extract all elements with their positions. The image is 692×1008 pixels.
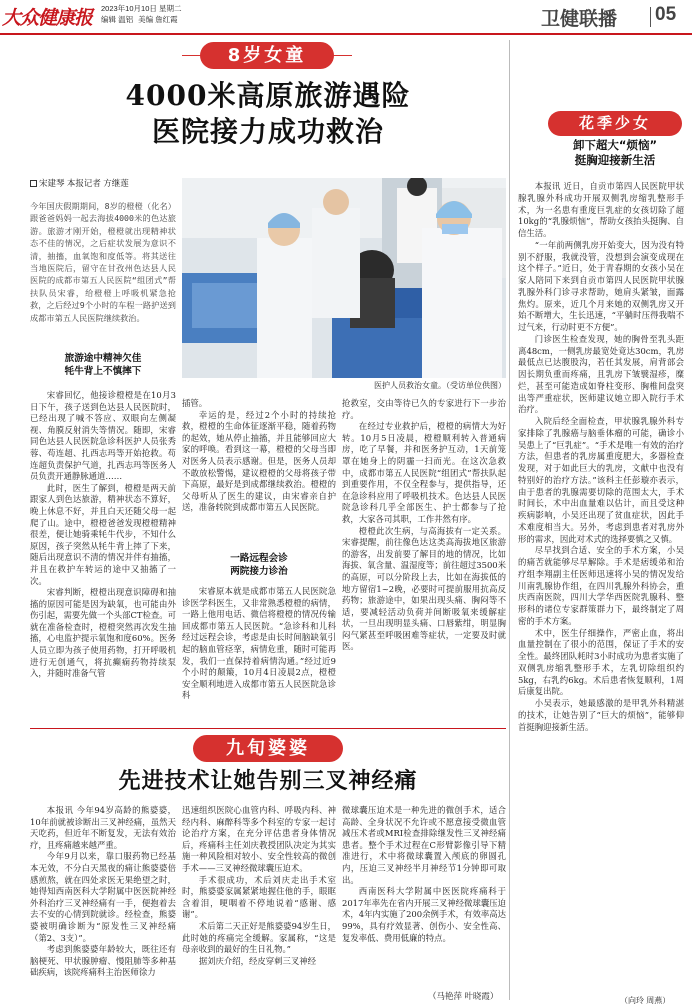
paragraph: 西南医科大学附属中医医院疼痛科于2017年率先在省内开展三叉神经微球囊压迫术，4年内实施了200余例手术，有效率高达99%，具有疗效显著、创伤小、安全性高、复发率低、费用低廉的特点。 [342, 886, 506, 943]
story1-lede: 今年国庆假期期间，8岁的橙橙（化名）跟爸爸妈妈一起去海拔4000米的色达旅游。旅游才刚开始，橙橙就出现精神状态不佳的情况，之后症状发展为意识不清，抽搐，血氧饱和度低等。将其送往当地医院后，留守在甘孜州色达县人民医院的成都市第五人民医院“组团式”帮扶队员宋睿，给橙橙上呼吸机紧急抢救，之后经过9个小时的车程一路护送到成都市第五人民医院继续救治。 [30, 201, 176, 323]
section-divider [30, 728, 506, 729]
paragraph: 术后第二天正好是熊婆婆94岁生日，此时她的疼痛完全缓解。家属称，“这是母亲收到的最好的生日礼物。” [182, 920, 336, 955]
paragraph: 幸运的是，经过2个小时的持续抢救，橙橙的生命体征逐渐平稳，随着药物的起效，她从停止抽搐，并且能够回应大家的呼唤。看到这一幕，橙橙的父母当即对医务人员表示感谢。但是，医务人员却不敢放松警惕，建议橙橙的父母将孩子带下高原，最好是到成都继续救治。橙橙的父母听从了医生的建议，由宋睿亲自护送，准备转院到成都市第五人民医院。 [182, 409, 336, 513]
story1-column-2a [182, 398, 336, 538]
paragraph: 今年9月以来，靠口服药物已经基本无效，不分白天黑夜的痛让熊婆婆倍感煎熬，就在四处求医无果绝望之时，她得知西南医科大学附属中医医院神经外科治疗三叉神经痛有一手，便抱着去去不安的心情到院就诊。经检查，熊婆婆被明确诊断为“原发性三叉神经痛（第2、3支）”。 [30, 851, 176, 943]
page-number: 05 [655, 4, 677, 25]
page-header [0, 0, 692, 34]
issue-date: 2023年10月10日 星期二 [101, 4, 182, 13]
paragraph: 微球囊压迫术是一种先进的微创手术，适合高龄、全身状况不允许或不愿意接受微血管减压术者或MRI检查排除继发性三叉神经痛患者。整个手术过程在C形臂影像引导下精准进行，术中将微球囊置入颅底的卵圆孔内，压迫三叉神经半月神经节1分钟即可取出。 [342, 805, 506, 885]
column-divider [509, 40, 510, 1000]
hospital-scene-image [182, 178, 506, 378]
headline-line: 挺胸迎接新生活 [574, 153, 656, 167]
subhead-line: 牦牛背上不慎摔下 [64, 366, 142, 377]
paragraph: 本报讯 今年94岁高龄的熊婆婆，10年前就被诊断出三叉神经痛，虽然天天吃药，但近年不断复发，无法有效治疗，且疼痛越来越严重。 [30, 805, 176, 850]
story2-headline: 先进技术让她告别三叉神经痛 [118, 768, 418, 794]
paragraph: 插管。 [182, 398, 208, 408]
story2-tag: 九旬婆婆 [193, 735, 343, 762]
paragraph: 据刘庆介绍，经皮穿刺三叉神经 [198, 955, 317, 966]
paragraph: 宋睿原本就是成都市第五人民医院急诊医学科医生，又非常熟悉橙橙的病情，一路上他用电话、微信将橙橙的情况传输回成都市第五人民医院。“急诊科和儿科经过远程会诊，考虑是由长时间脑缺氧引起的脑血管痉挛，病情危重，随时可能再发，我们一直保持着病情沟通。”经过近9个小时的颠簸，10月4日凌晨2点，橙橙安全顺利地进入成都市第五人民医院急诊科 [182, 586, 336, 701]
designer-credit: 美编 詹红霞 [138, 15, 178, 24]
photo-caption: 医护人员救治女童。（受访单位供图） [374, 381, 506, 390]
editor-credit: 编辑 温铝 [101, 15, 134, 24]
paragraph: 迅速组织医院心血管内科、呼吸内科、神经内科、麻醉科等多个科室的专家一起讨论治疗方案，在充分评估患者身体情况后，疼痛科主任刘庆教授团队决定为其实施一种风险相对较小、安全性较高的微创手术——三叉神经微球囊压迫术。 [182, 805, 336, 873]
story1-column-3 [342, 398, 506, 724]
story1-subhead-2 [182, 552, 336, 578]
paragraph: 本报讯 近日，自贡市第四人民医院甲状腺乳腺外科成功开展双侧乳房缩乳整形手术，为一名患有重度巨乳症的女孩切除了超10kg的“乳腺烦恼”，帮助女孩抬头挺胸、自信生活。 [518, 181, 684, 238]
header-divider [650, 7, 651, 27]
issue-meta [101, 3, 183, 25]
paragraph: 在经过专业救护后，橙橙的病情大为好转。10月5日凌晨，橙橙顺利转入普通病房，吃了早餐，并和医务护互动，1天前笼罩在她身上的阴霾一扫而光。在这次急救中，成都市第五人民医院“组团式”帮扶队起到重要作用，不仅全程参与，提供指导，还在急诊科应用了呼吸机技术。色达县人民医院急诊科几乎全部医生、护士都参与了抢救，大家各司其职，工作井然有序。 [342, 421, 506, 524]
paragraph: “一年前两侧乳房开始变大，因为没有特别不舒服，我就没管，没想到会演变成现在这个样子。”近日，处于青春期的女孩小吴在家人陪同下来到自贡市第四人民医院甲状腺乳腺外科门诊寻求帮助，她肩头紧皱，面露焦灼。原来，近几个月来她的双侧乳房又开始不断增大，生长迅速，“平躺时压得我喘不过气来，行动时更不方便”。 [518, 239, 684, 332]
paragraph: 小吴表示，她最感激的是甲乳外科精湛的技术，让她告别了“巨大的烦恼”，能够仰首挺胸迎接新生活。 [518, 698, 684, 732]
square-icon [30, 180, 37, 187]
story2-column-1 [30, 805, 176, 1005]
story1-column-2b [182, 586, 336, 724]
newspaper-logo: 大众健康报 [2, 7, 93, 29]
story1-headline [30, 78, 506, 150]
paragraph: 门诊医生检查发现，她的胸骨至乳头距离48cm，一侧乳房最宽处竟达30cm，乳房最低点已达腹股沟，若任其发展，肩背部会因长期负重而疼痛，且乳房下皱襞湿疹，糜烂，甚至可能造成如脊柱变形、胸椎间盘突出等严重症状，医师建议她立即入院行手术治疗。 [518, 333, 684, 415]
paragraph: 考虑到熊婆婆年龄较大，既往还有脑梗死、甲状腺肿瘤、慢阻肺等多种基础疾病，该院疼痛科主治医师徐力 [30, 944, 176, 978]
story1-tag: 8岁女童 [200, 42, 334, 69]
paragraph: 术中，医生仔细操作，严密止血，将出血量控制在了很小的范围，保证了手术的安全性。最终团队耗时3小时成功为患者实施了双侧乳房缩乳整形手术，左乳切除组织约5kg，右乳约6kg。术后患者恢复顺利，1周后康复出院。 [518, 627, 684, 697]
sidebar-body [518, 181, 684, 996]
sidebar-credit: （向玲 周燕） [620, 996, 671, 1005]
paragraph: 橙橙此次生病，与高海拔有一定关系。宋睿提醒，前往像色达这类高海拔地区旅游的游客，出发前要了解目的地的情况，比如海拔、氧含量、温湿度等；前往超过3500米的高原，可以分阶段上去，比如在海拔低的地方留宿1~2晚，必要时可提前服用抗高反药物；旅游途中，如果出现头痛、胸闷等不适，要减轻活动负荷并间断吸氧来缓解症状，一旦出现明显头痛、口唇紫绀，明显胸闷气紧甚至呼吸困难等症状，一定要及时就医。 [342, 525, 506, 652]
story1-subhead-1 [30, 352, 176, 378]
subhead-line: 一路远程会诊 [230, 553, 288, 564]
subhead-line: 旅游途中精神欠佳 [64, 353, 142, 364]
story2-column-2 [182, 805, 336, 1005]
story2-credit: （马艳萍 叶晓霞） [428, 991, 499, 1001]
paragraph: 抢救室，交由等待已久的专家进行下一步治疗。 [342, 398, 506, 420]
paragraph: 此时，医生了解到，橙橙是两天前跟家人到色达旅游，精神状态不算好，晚上休息不好，并且白天还随父母一起爬了山。途中，橙橙爸爸发现橙橙精神很差，便让她骑乘牦牛代步，不知什么原因，孩子突然从牦牛背上摔了下来，随后出现意识不清的情况并伴有抽搐，并且在救护车转运的途中又抽搐了一次。 [30, 482, 176, 586]
paragraph: 宋睿判断，橙橙出现意识障碍和抽搐的原因可能是因为缺氧，也可能由外伤引起，需要先做一个头部CT检查。可就在准备检查时，橙橙突然再次发生抽搐，心电监护提示氧饱和度60%。医务人员立即为孩子使用药物，打开呼吸机进行无创通气，将抗癫痫药物持续泵入，并随时准备气管 [30, 587, 176, 679]
paragraph: 宋睿回忆，他接诊橙橙是在10月3日下午，孩子送到色达县人民医院时，已经出现了喊不答应、双眼向左侧凝视、角膜反射消失等情况。随即，宋睿同色达县人民医院急诊科医护人员张秀蓉、苟连超、扎西志玛等开始抢救。苟连超负责保护气道，扎西志玛等医务人员负责开通静脉通道…… [30, 390, 176, 482]
story1-column-1 [30, 390, 176, 726]
story1-byline [30, 177, 175, 189]
headline-line: 4000米高原旅游遇险 [125, 79, 411, 112]
paragraph: 尽早找到合适、安全的手术方案，小吴的痛苦就能够尽早解除。手术是痞缓弟和治疗组李翔副主任医师迅速将小吴的情况发给川南乳腺协作组，在四川乳腺外科协会，重庆西南医院，四川大学华西医院乳腺科、整形科的诸位专家群策群力下，最终制定了周密的手术方案。 [518, 545, 684, 626]
story2-column-3 [342, 805, 506, 983]
sidebar-tag: 花季少女 [548, 111, 682, 136]
sidebar-headline [548, 138, 682, 168]
headline-line: 卸下超大“烦恼” [572, 138, 658, 152]
paragraph: 手术很成功，术后刘庆走出手术室时，熊婆婆家属紧紧地握住他的手，眼眶含着泪，哽咽着不停地说着“感谢、感谢”。 [182, 874, 336, 920]
byline-text: 宋建琴 本报记者 方继莲 [39, 178, 129, 188]
subhead-line: 两院接力诊治 [230, 566, 288, 577]
headline-line: 医院接力成功救治 [151, 115, 384, 148]
paragraph: 入院后经全面检查，甲状腺乳腺外科专家排除了乳腺癌与脑垂体瘤的可能，确诊小吴患上了“巨乳症”。“手术是唯一有效的治疗方法，但患者的乳房属重度肥大，多器检查发现，对于如此巨大的乳房，文献中也没有特别好的治疗方法。”该科主任彭璇亦表示，由于患者的乳腺需要切除的范围太大，手术时间长，术中出血量难以估计，而且受这种疾病影响，小吴还出现了贫血症状，因此手术难度相当大。另外，考虑到患者对乳房外形的需求，因此对术式的选择要慎之又慎。 [518, 416, 684, 544]
story-photo [182, 178, 506, 378]
section-title: 卫健联播 [541, 9, 618, 30]
header-rule [0, 33, 692, 35]
